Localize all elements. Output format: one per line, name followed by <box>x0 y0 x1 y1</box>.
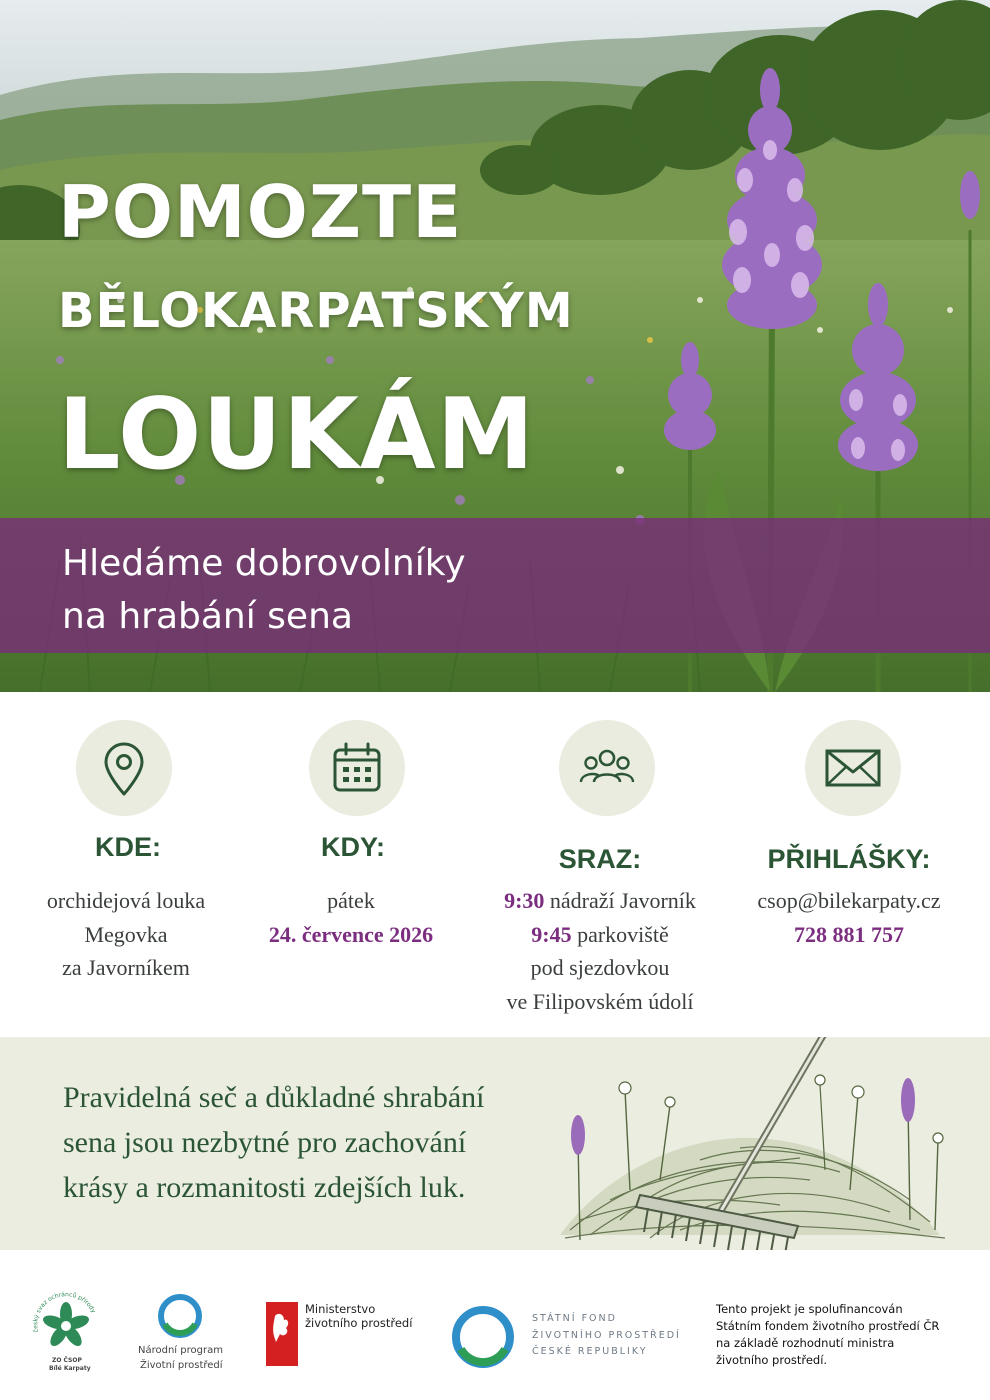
meeting-heading: SRAZ: <box>558 844 642 874</box>
meeting-line-1 <box>480 884 720 918</box>
meeting-time-1: 9:30 <box>504 888 545 913</box>
np-label-2: Životní prostředí <box>140 1360 223 1371</box>
hero-section <box>0 0 990 692</box>
csop-sub-1: ZO ČSOP <box>52 1357 82 1364</box>
where-icon-circle <box>76 720 172 816</box>
meeting-line-4: ve Filipovském údolí <box>506 988 694 1014</box>
np-logo <box>158 1294 202 1338</box>
sfzp-label-2: ŽIVOTNÍHO PROSTŘEDÍ <box>532 1330 681 1341</box>
mzp-label-2: životního prostředí <box>305 1316 413 1330</box>
mzp-label-1: Ministerstvo <box>305 1302 376 1316</box>
message-band <box>0 1037 990 1250</box>
meeting-icon-circle <box>559 720 655 816</box>
subtitle-line-2: na hrabání sena <box>62 596 353 637</box>
meeting-line-3: pod sjezdovkou <box>530 955 670 980</box>
message-line-3: krásy a rozmanitosti zdejších luk. <box>63 1171 466 1204</box>
when-day: pátek <box>327 888 375 913</box>
signup-icon-circle <box>805 720 901 816</box>
sfzp-label-1: STÁTNÍ FOND <box>532 1313 617 1324</box>
subtitle-line-1: Hledáme dobrovolníky <box>62 543 466 584</box>
calendar-icon <box>327 738 387 798</box>
map-pin-icon <box>94 738 154 798</box>
when-heading: KDY: <box>321 832 385 862</box>
funding-note-line-3: na základě rozhodnutí ministra <box>716 1336 895 1350</box>
csop-logo <box>28 1288 104 1364</box>
signup-text <box>729 884 969 951</box>
hero-title-line-2: BĚLOKARPATSKÝM <box>58 283 574 339</box>
funding-note-line-4: životního prostředí. <box>716 1353 828 1367</box>
info-section <box>0 692 990 1037</box>
where-line: Megovka <box>84 921 168 947</box>
meeting-time-2: 9:45 <box>531 921 572 947</box>
sfzp-label-3: ČESKÉ REPUBLIKY <box>532 1346 648 1357</box>
csop-arc-text: český svaz ochránců přírody <box>32 1291 97 1333</box>
meeting-place-1: nádraží Javorník <box>549 888 696 913</box>
where-heading: KDE: <box>95 832 161 862</box>
funding-note-line-2: Státním fondem životního prostředí ČR <box>716 1319 940 1333</box>
envelope-icon <box>823 738 883 798</box>
np-label-1: Národní program <box>138 1345 223 1356</box>
mzp-logo <box>266 1302 298 1366</box>
rake-and-hay-icon <box>540 1037 960 1250</box>
where-text <box>6 884 246 985</box>
signup-heading: PŘIHLÁŠKY: <box>767 844 931 874</box>
meeting-place-2: parkoviště <box>577 921 669 947</box>
partners-footer <box>0 1250 990 1400</box>
people-group-icon <box>577 738 637 798</box>
where-line: orchidejová louka <box>46 888 206 913</box>
funding-note-line-1: Tento projekt je spolufinancován <box>716 1302 903 1316</box>
message-line-1: Pravidelná seč a důkladné shrabání <box>63 1081 485 1114</box>
where-line: za Javorníkem <box>62 955 190 980</box>
signup-phone-link[interactable]: 728 881 757 <box>794 921 904 947</box>
csop-sub-2: Bílé Karpaty <box>49 1365 91 1372</box>
meeting-line-2 <box>480 918 720 952</box>
when-date: 24. července 2026 <box>268 921 434 947</box>
hero-title-line-3: LOUKÁM <box>58 378 536 492</box>
hero-title-line-1: POMOZTE <box>58 170 463 254</box>
meeting-text <box>480 884 720 1018</box>
sfzp-logo <box>451 1305 515 1369</box>
signup-email-link[interactable]: csop@bilekarpaty.cz <box>757 888 941 913</box>
when-icon-circle <box>309 720 405 816</box>
when-text <box>231 884 471 951</box>
message-line-2: sena jsou nezbytné pro zachování <box>63 1126 467 1159</box>
